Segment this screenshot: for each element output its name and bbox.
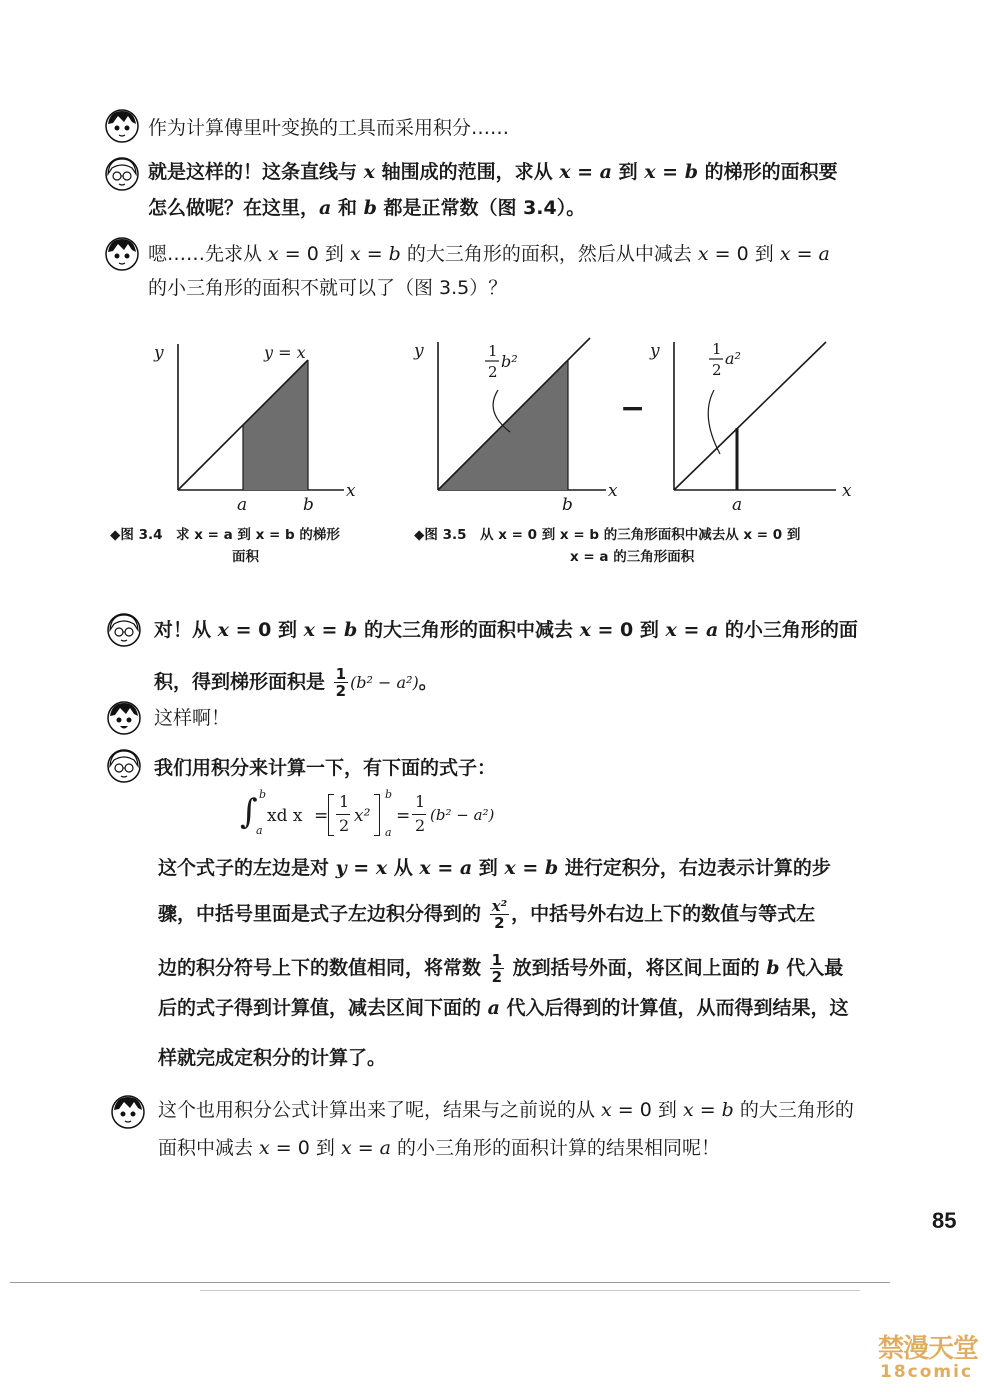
math-var: a bbox=[459, 857, 473, 879]
text: 边的积分符号上下的数值相同，将常数 bbox=[158, 957, 488, 979]
text: 的大三角形的面积，然后从中减去 bbox=[400, 243, 698, 265]
math-var: b bbox=[766, 957, 780, 979]
math-var: a bbox=[319, 197, 332, 219]
math-var: a bbox=[706, 619, 719, 641]
text: = 0 到 bbox=[708, 243, 780, 265]
math-var: x bbox=[268, 243, 279, 265]
tick-label-b: b bbox=[303, 495, 314, 515]
math-var: x bbox=[644, 161, 656, 183]
tick-label-b: b bbox=[562, 495, 573, 515]
paragraph-line bbox=[158, 1046, 386, 1070]
dialogue-line bbox=[154, 660, 438, 705]
text: 到 bbox=[611, 161, 645, 183]
text: 的小三角形的面 bbox=[718, 619, 858, 641]
text: 的大三角形的 bbox=[733, 1099, 854, 1121]
watermark-title: 禁漫天堂 bbox=[878, 1334, 979, 1364]
math-var: x bbox=[504, 857, 516, 879]
rhs-term: (b² − a²) bbox=[430, 806, 495, 824]
fraction bbox=[490, 952, 504, 985]
text: 的梯形的面积要 bbox=[698, 161, 838, 183]
text: 嗯……先求从 bbox=[148, 243, 269, 265]
text: 骤，中括号里面是式子左边积分得到的 bbox=[158, 903, 488, 925]
figure-3-5-big-triangle bbox=[400, 330, 632, 520]
avatar-girl-glasses bbox=[104, 156, 140, 192]
math-var: x bbox=[559, 161, 571, 183]
text: = bbox=[360, 243, 389, 265]
dialogue-line bbox=[154, 618, 858, 642]
text: 和 bbox=[331, 197, 364, 219]
integral-upper-limit: b bbox=[259, 788, 267, 801]
text: = bbox=[351, 1137, 380, 1159]
dialogue-line bbox=[148, 160, 838, 184]
fraction-denominator: 2 bbox=[488, 363, 498, 381]
text: 这样啊！ bbox=[154, 707, 231, 729]
figure-3-5-small-triangle bbox=[636, 330, 868, 520]
figure-caption: ◆图 3.5 从 x = 0 到 x = b 的三角形面积中减去从 x = 0 到 bbox=[414, 527, 801, 543]
dialogue-line bbox=[148, 242, 830, 266]
avatar-girl-dark-hair bbox=[104, 236, 140, 272]
text: 代入最 bbox=[779, 957, 844, 979]
x-axis-label: x bbox=[842, 481, 852, 501]
page-rule bbox=[10, 1282, 890, 1283]
page-number: 85 bbox=[932, 1208, 957, 1233]
text: 进行定积分，右边表示计算的步 bbox=[558, 857, 831, 879]
dialogue-line bbox=[158, 1098, 854, 1122]
fraction-numerator: 1 bbox=[712, 340, 722, 358]
integral-sign: ∫ bbox=[240, 792, 258, 832]
tick-label-a: a bbox=[732, 495, 743, 515]
text: = bbox=[430, 857, 460, 879]
tick-label-a: a bbox=[237, 495, 248, 515]
text: 从 bbox=[387, 857, 420, 879]
math-var: x bbox=[349, 243, 361, 265]
fraction-numerator: x² bbox=[491, 897, 508, 915]
text: 代入后得到的计算值，从而得到结果，这 bbox=[499, 997, 849, 1019]
x-axis-label: x bbox=[346, 481, 356, 501]
y-axis-label: y bbox=[154, 343, 164, 363]
text: = bbox=[346, 857, 376, 879]
text: 都是正常数（图 3.4）。 bbox=[376, 197, 586, 219]
bracket-left bbox=[328, 794, 334, 836]
figure-caption: 面积 bbox=[232, 549, 259, 565]
fraction bbox=[490, 898, 510, 931]
fraction-bar bbox=[412, 814, 426, 815]
fraction-denominator: 2 bbox=[335, 682, 347, 700]
math-expression: (b² − a²) bbox=[350, 673, 419, 692]
y-axis-label: y bbox=[414, 341, 424, 361]
fraction-numerator: 1 bbox=[335, 665, 347, 683]
avatar-girl-dark-hair bbox=[106, 700, 142, 736]
fraction-numerator: 1 bbox=[491, 951, 503, 969]
dialogue-line bbox=[154, 756, 496, 780]
bracket-fraction-denominator: 2 bbox=[339, 816, 350, 835]
text: 的小三角形的面积不就可以了（图 3.5）？ bbox=[148, 277, 508, 299]
paragraph-line bbox=[158, 944, 843, 992]
dialogue-line bbox=[148, 276, 507, 300]
text: = bbox=[314, 619, 345, 641]
page-rule bbox=[200, 1290, 860, 1291]
text: = 0 到 bbox=[278, 243, 350, 265]
integral-formula bbox=[240, 788, 560, 848]
text: 我们用积分来计算一下，有下面的式子： bbox=[154, 757, 497, 779]
avatar-girl-glasses bbox=[106, 612, 142, 648]
math-var: x bbox=[363, 161, 375, 183]
fraction-denominator: 2 bbox=[491, 968, 503, 986]
avatar-girl-dark-hair bbox=[104, 108, 140, 144]
fraction-denominator: 2 bbox=[712, 361, 722, 379]
text: 怎么做呢？在这里， bbox=[148, 197, 320, 219]
math-var: x bbox=[665, 619, 677, 641]
text: = 0 到 bbox=[269, 1137, 341, 1159]
avatar-girl-glasses bbox=[106, 748, 142, 784]
text: = bbox=[676, 619, 706, 641]
math-var: x bbox=[697, 243, 709, 265]
math-var: x bbox=[375, 857, 388, 879]
text: 样就完成定积分的计算了。 bbox=[158, 1047, 387, 1069]
dialogue-line bbox=[148, 196, 585, 220]
text: 对！从 bbox=[154, 619, 218, 641]
text: = bbox=[693, 1099, 722, 1121]
math-var: b bbox=[544, 857, 559, 879]
paragraph-line bbox=[158, 996, 849, 1020]
text: = bbox=[655, 161, 685, 183]
integral-lower-limit: a bbox=[256, 824, 263, 837]
math-var: a bbox=[599, 161, 612, 183]
text: 到 bbox=[472, 857, 505, 879]
math-var: x bbox=[217, 619, 229, 641]
area-term: a² bbox=[725, 349, 741, 368]
text: 面积中减去 bbox=[158, 1137, 260, 1159]
text: 积，得到梯形面积是 bbox=[154, 671, 332, 693]
rhs-fraction-numerator: 1 bbox=[415, 792, 426, 811]
math-var: a bbox=[379, 1137, 391, 1159]
text: 这个也用积分公式计算出来了呢，结果与之前说的从 bbox=[158, 1099, 602, 1121]
area-term: b² bbox=[501, 352, 518, 371]
bracket-term: x² bbox=[354, 806, 371, 826]
dialogue-line bbox=[154, 706, 230, 730]
text: 放到括号外面，将区间上面的 bbox=[506, 957, 767, 979]
math-var: a bbox=[818, 243, 830, 265]
text: 这个式子的左边是对 bbox=[158, 857, 336, 879]
math-var: b bbox=[721, 1099, 734, 1121]
math-var: a bbox=[487, 997, 500, 1019]
text: = bbox=[515, 857, 545, 879]
equals-sign: = bbox=[396, 806, 411, 826]
y-axis-label: y bbox=[650, 341, 660, 361]
text: = 0 到 bbox=[611, 1099, 683, 1121]
avatar-girl-dark-hair bbox=[110, 1094, 146, 1130]
bracket-upper-limit: b bbox=[385, 788, 393, 801]
math-var: x bbox=[601, 1099, 612, 1121]
text: = bbox=[570, 161, 600, 183]
text: 后的式子得到计算值，减去区间下面的 bbox=[158, 997, 488, 1019]
x-axis-label: x bbox=[608, 481, 618, 501]
text: 作为计算傅里叶变换的工具而采用积分…… bbox=[148, 117, 510, 139]
text: = 0 到 bbox=[590, 619, 666, 641]
math-var: x bbox=[340, 1137, 352, 1159]
dialogue-line bbox=[148, 116, 509, 140]
dialogue-line bbox=[158, 1136, 720, 1160]
paragraph-line bbox=[158, 856, 831, 880]
math-var: b bbox=[344, 619, 358, 641]
integrand: xd x bbox=[267, 806, 303, 826]
equals-sign: = bbox=[314, 806, 329, 826]
fraction-numerator: 1 bbox=[488, 342, 498, 360]
figure-caption: x = a 的三角形面积 bbox=[570, 549, 695, 565]
math-var: x bbox=[779, 243, 791, 265]
math-var: b bbox=[388, 243, 401, 265]
bracket-fraction-numerator: 1 bbox=[339, 792, 350, 811]
math-var: x bbox=[579, 619, 591, 641]
fraction-bar bbox=[336, 814, 350, 815]
math-var: x bbox=[682, 1099, 694, 1121]
text: 轴围成的范围，求从 bbox=[374, 161, 560, 183]
paragraph-line bbox=[158, 890, 815, 938]
figure-3-4 bbox=[140, 330, 380, 520]
math-var: b bbox=[363, 197, 377, 219]
watermark-site: 18comic bbox=[880, 1362, 974, 1382]
text: = 0 到 bbox=[228, 619, 304, 641]
line-label: y = x bbox=[264, 343, 306, 362]
text: 就是这样的！这条直线与 bbox=[148, 161, 364, 183]
text: ，中括号外右边上下的数值与等式左 bbox=[511, 903, 816, 925]
fraction-denominator: 2 bbox=[494, 914, 505, 932]
text: 的大三角形的面积中减去 bbox=[357, 619, 580, 641]
math-var: x bbox=[259, 1137, 270, 1159]
math-var: x bbox=[419, 857, 431, 879]
math-var: x bbox=[303, 619, 315, 641]
math-var: y bbox=[335, 857, 347, 879]
fraction bbox=[334, 666, 348, 699]
bracket-right bbox=[374, 794, 380, 836]
text: 的小三角形的面积计算的结果相同呢！ bbox=[390, 1137, 721, 1159]
text: 。 bbox=[418, 671, 438, 693]
math-var: b bbox=[684, 161, 698, 183]
rhs-fraction-denominator: 2 bbox=[415, 816, 426, 835]
text: = bbox=[790, 243, 819, 265]
bracket-lower-limit: a bbox=[385, 826, 392, 839]
minus-sign: − bbox=[620, 391, 646, 426]
figure-caption: ◆图 3.4 求 x = a 到 x = b 的梯形 bbox=[110, 527, 340, 543]
